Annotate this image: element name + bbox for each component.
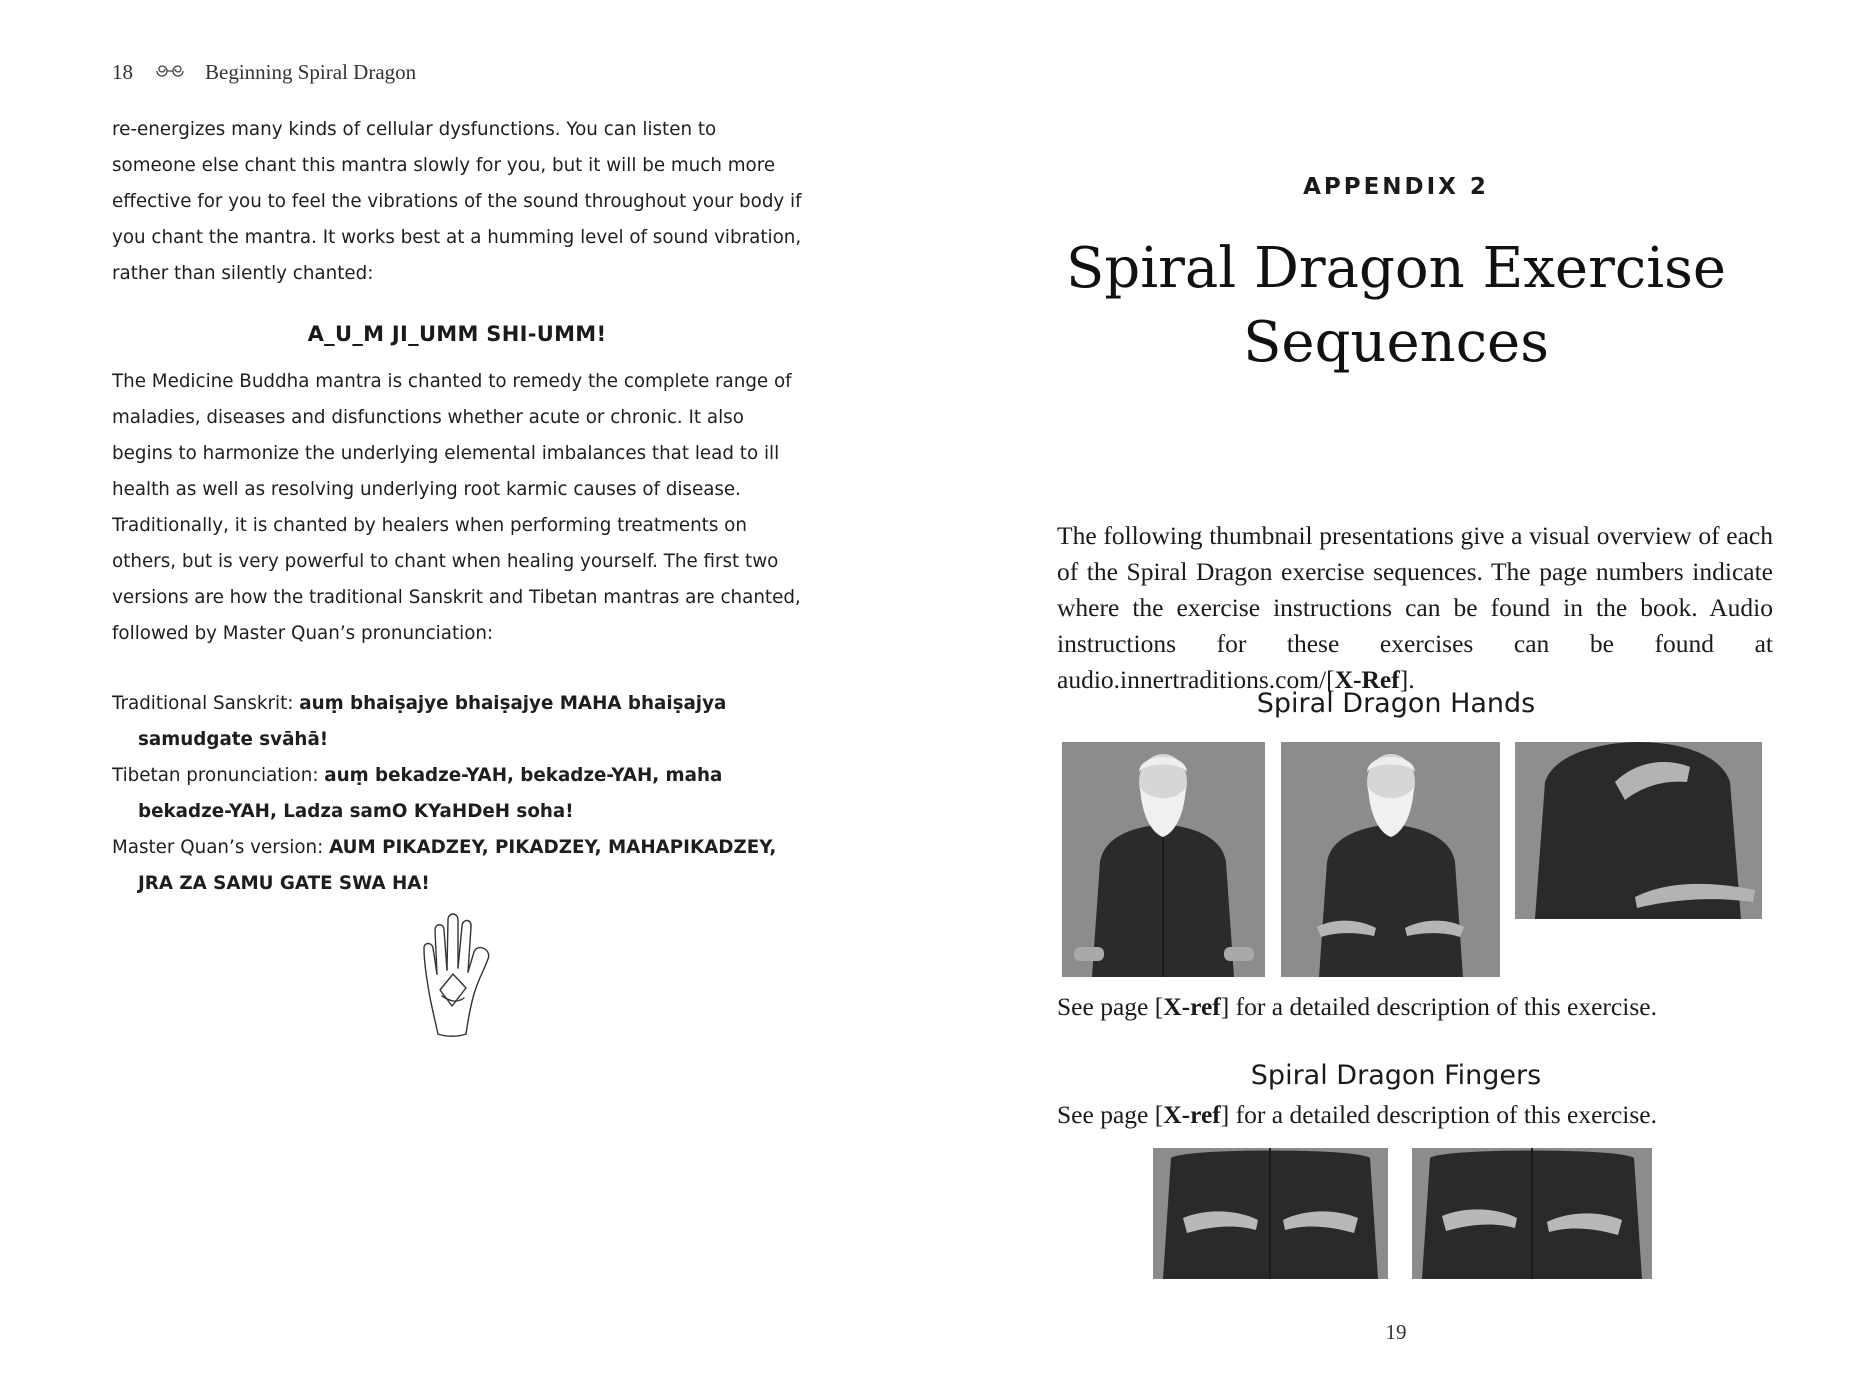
left-page-number: 18 [112,60,133,84]
mantra-list [112,686,812,902]
chapter-title-line-2: Sequences [1243,310,1549,375]
section-heading-fingers: Spiral Dragon Fingers [1250,1060,1542,1091]
see-page-note-hands [1057,992,1657,1022]
left-page [0,0,930,1396]
appendix-label: APPENDIX 2 [1303,174,1489,200]
see-text: See page [ [1057,992,1164,1021]
mantra-label: Tibetan pronunciation: [112,765,325,786]
mantra-text: auṃ bhaiṣajye bhaiṣajye MAHA bhaiṣajya samudgate svāhā! [138,693,727,750]
see-text-end: ] for a detailed description of this exercise. [1220,1100,1657,1129]
chapter-title [930,232,1862,380]
open-palm-hand-icon [420,912,520,1042]
exercise-photo-hands-3 [1515,742,1762,919]
mantra-item-tibetan [112,758,812,830]
see-xref: X-ref [1163,1100,1221,1129]
intro-text: The following thumbnail presentations give a visual overview of each of the Spiral Dragon exercise sequences. The page numbers indicate where the exercise instructions can be found in the book. Audio instructions for these exercises can be found at audio.innertraditions.com/[ [1057,521,1773,694]
mantra-label: Traditional Sanskrit: [112,693,300,714]
see-text: See page [ [1057,1100,1164,1129]
mantra-text: auṃ bekadze-YAH, bekadze-YAH, maha bekadze-YAH, Ladza samO KYaHDeH soha! [138,765,723,822]
right-page-number: 19 [1385,1320,1407,1344]
running-title: Beginning Spiral Dragon [205,60,417,84]
section-heading-hands: Spiral Dragon Hands [1256,688,1536,719]
exercise-photo-fingers-1 [1153,1148,1388,1279]
see-xref: X-ref [1163,992,1221,1021]
exercise-photo-hands-1 [1062,742,1265,977]
right-page [930,0,1862,1396]
intro-xref: X-Ref [1334,665,1400,694]
body-paragraph-2: The Medicine Buddha mantra is chanted to remedy the complete range of maladies, diseases and disfunctions whether acute or chronic. It also begins to harmonize the underlying elemental imbalances that lead to ill health as well as resolving underlying root karmic causes of disease. Traditionally, it is chanted by healers when performing treatments on others, but is very powerful to chant when healing yourself. The first two versions are how the traditional Sanskrit and Tibetan mantras are chanted, followed by Master Quan’s pronunciation: [112,371,801,644]
double-spiral-ornament-icon [155,61,185,84]
running-head [112,60,416,85]
mantra-item-sanskrit [112,686,812,758]
mantra-item-master-quan [112,830,812,902]
intro-paragraph [1057,518,1773,698]
body-paragraph-1: re-energizes many kinds of cellular dysfunctions. You can listen to someone else chant this mantra slowly for you, but it will be much more effective for you to feel the vibrations of the sound throughout your body if you chant the mantra. It works best at a humming level of sound vibration, rather than silently chanted: [112,119,802,284]
exercise-photo-fingers-2 [1412,1148,1652,1279]
see-page-note-fingers [1057,1100,1657,1130]
intro-text-end: ]. [1399,665,1415,694]
exercise-photo-hands-2 [1281,742,1500,977]
see-text-end: ] for a detailed description of this exercise. [1220,992,1657,1021]
mantra-text: AUM PIKADZEY, PIKADZEY, MAHAPIKADZEY, JRA ZA SAMU GATE SWA HA! [138,837,777,894]
mantra-heading: A_U_M JI_UMM SHI-UMM! [307,322,607,346]
mantra-label: Master Quan’s version: [112,837,330,858]
chapter-title-line-1: Spiral Dragon Exercise [1066,236,1726,301]
